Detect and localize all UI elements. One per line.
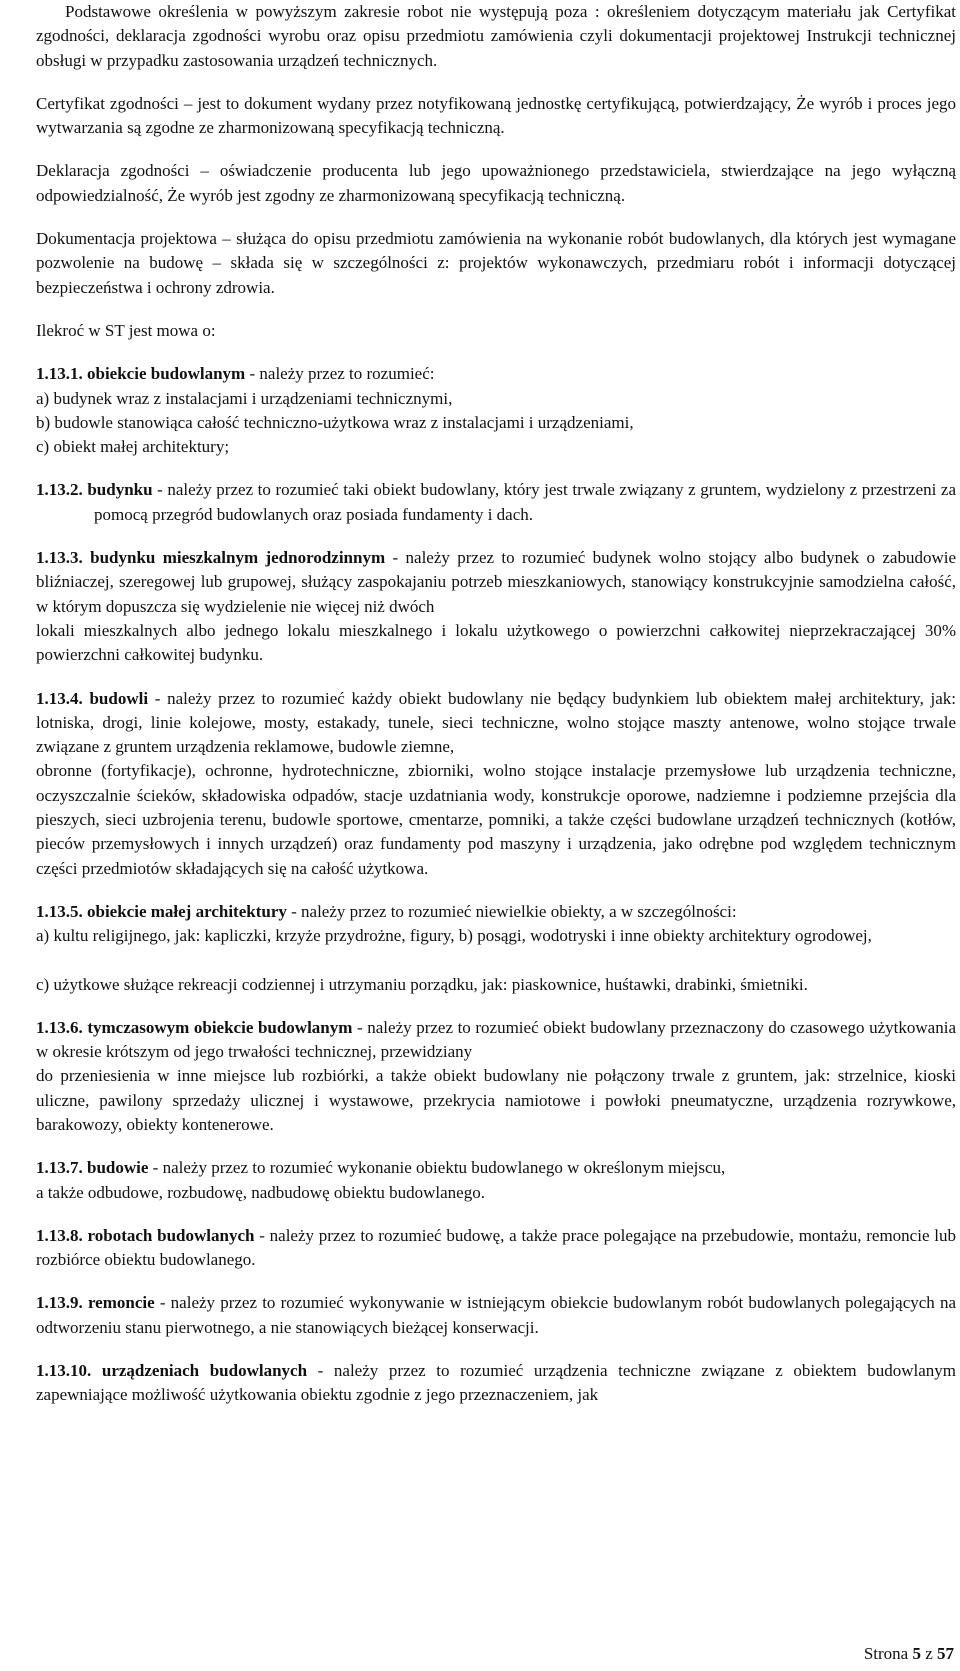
- page-total: 57: [937, 1644, 954, 1663]
- definition-text: - należy przez to rozumieć:: [249, 364, 435, 384]
- page-label: Strona: [863, 1644, 909, 1663]
- definition-text: - należy przez to rozumieć wykonywanie w istniejącym obiekcie budowlanym robót budowlanych polegających na odtworzeniu stanu pierwotnego, a nie stanowiących bieżącej konserwacji.: [36, 1293, 957, 1337]
- definition-term: budynku: [87, 480, 153, 500]
- definition-number: 1.13.9.: [36, 1293, 83, 1313]
- definition-term: remoncie: [87, 1293, 155, 1313]
- definition-number: 1.13.8.: [36, 1225, 83, 1245]
- definition-item-c: c) użytkowe służące rekreacji codziennej i utrzymaniu porządku, jak: piaskownice, huśtawki, drabinki, śmietniki.: [36, 974, 808, 994]
- page-separator: z: [925, 1644, 933, 1663]
- page-number-footer: [864, 1642, 954, 1666]
- definition-item-a: a) budynek wraz z instalacjami i urządzeniami technicznymi,: [36, 388, 453, 408]
- definition-text-continued: lokali mieszkalnych albo jednego lokalu mieszkalnego i lokalu użytkowego o powierzchni całkowitej nieprzekraczającej 30% powierzchni całkowitej budynku.: [36, 620, 956, 665]
- document-page: [36, 0, 956, 1427]
- intro-paragraph-1: Podstawowe określenia w powyższym zakresie robot nie występują poza : określeniem dotyczącym materiału jak Certyfikat zgodności, deklaracja zgodności wyrobu oraz opisu przedmiotu zamówienia czyli dokumentacji projektowej Instrukcji technicznej obsługi w przypadku zastosowania urządzeń technicznych.: [36, 2, 956, 70]
- definition-number: 1.13.1.: [36, 364, 83, 384]
- definition-1-13-4: [36, 687, 956, 881]
- definition-number: 1.13.2.: [36, 480, 83, 500]
- definition-1-13-7: [36, 1156, 956, 1205]
- definition-term: obiekcie budowlanym: [87, 364, 246, 384]
- definition-text: - należy przez to rozumieć urządzenia techniczne związane z obiektem budowlanym zapewniające możliwość użytkowania obiektu zgodnie z jego przeznaczeniem, jak: [36, 1361, 957, 1405]
- definition-1-13-10: [36, 1359, 956, 1408]
- definition-term: tymczasowym obiekcie budowlanym: [87, 1017, 353, 1037]
- intro-paragraph-certyfikat: Certyfikat zgodności – jest to dokument wydany przez notyfikowaną jednostkę certyfikującą, potwierdzający, Że wyrób i proces jego wytwarzania są zgodne ze zharmonizowaną specyfikacją techniczną.: [36, 93, 956, 138]
- definition-term: budowie: [87, 1158, 149, 1178]
- definition-item-b: b) budowle stanowiąca całość techniczno-użytkowa wraz z instalacjami i urządzeniami,: [36, 412, 634, 432]
- blank-line: [36, 949, 956, 973]
- definition-1-13-6: [36, 1016, 956, 1137]
- definition-term: robotach budowlanych: [87, 1225, 255, 1245]
- definition-1-13-9: [36, 1291, 956, 1340]
- intro-paragraph-ilekroc: Ilekroć w ST jest mowa o:: [36, 320, 216, 340]
- definition-number: 1.13.4.: [36, 688, 83, 708]
- definition-number: 1.13.3.: [36, 548, 83, 568]
- definition-text-continued: do przeniesienia w inne miejsce lub rozbiórki, a także obiekt budowlany nie połączony trwale z gruntem, jak: strzelnice, kioski uliczne, pawilony sprzedaży ulicznej i wystawowe, przekrycia namiotowe i powłoki pneumatyczne, urządzenia rozrywkowe, barakowozy, obiekty kontenerowe.: [36, 1066, 956, 1134]
- definition-number: 1.13.7.: [36, 1158, 83, 1178]
- intro-paragraph-deklaracja: Deklaracja zgodności – oświadczenie producenta lub jego upoważnionego przedstawiciela, stwierdzające na jego wyłączną odpowiedzialność, Że wyrób jest zgodny ze zharmonizowaną specyfikacją techniczną.: [36, 161, 956, 205]
- definition-1-13-3: [36, 546, 956, 667]
- definition-text: - należy przez to rozumieć każdy obiekt budowlany nie będący budynkiem lub obiektem małej architektury, jak: lotniska, drogi, linie kolejowe, mosty, estakady, tunele, sieci techniczne, wolno stojące maszty antenowe, wolno stojące trwale związane z gruntem urządzenia reklamowe, budowle ziemne,: [36, 688, 957, 757]
- definition-number: 1.13.5.: [36, 901, 83, 921]
- definition-text: - należy przez to rozumieć niewielkie obiekty, a w szczególności:: [291, 901, 737, 921]
- definition-text: - należy przez to rozumieć taki obiekt budowlany, który jest trwale związany z gruntem, wydzielony z przestrzeni za pomocą przegród budowlanych oraz posiada fundamenty i dach.: [94, 480, 956, 524]
- definition-text: - należy przez to rozumieć wykonanie obiektu budowlanego w określonym miejscu,: [152, 1158, 726, 1178]
- definition-1-13-2: [36, 478, 956, 527]
- definition-1-13-8: [36, 1224, 956, 1273]
- definition-term: urządzeniach budowlanych: [101, 1361, 308, 1381]
- definition-text-continued: obronne (fortyfikacje), ochronne, hydrotechniczne, zbiorniki, wolno stojące instalacje przemysłowe lub urządzenia techniczne, oczyszczalnie ścieków, składowiska odpadów, stacje uzdatniania wody, konstrukcje oporowe, nadziemne i podziemne przejścia dla pieszych, sieci uzbrojenia terenu, budowle sportowe, cmentarze, pomniki, a także części budowlane urządzeń technicznych (kotłów, pieców przemysłowych i innych urządzeń) oraz fundamenty pod maszyny i urządzenia, jako odrębne pod względem technicznym części przedmiotów składających się na całość użytkowa.: [36, 761, 956, 878]
- definition-text: - należy przez to rozumieć budynek wolno stojący albo budynek o zabudowie bliźniaczej, szeregowej lub grupowej, służący zaspokajaniu potrzeb mieszkaniowych, stanowiący konstrukcyjnie samodzielna całość, w którym dopuszcza się wydzielenie nie więcej niż dwóch: [36, 548, 957, 616]
- definition-number: 1.13.6.: [36, 1017, 83, 1037]
- definition-term: budowli: [89, 688, 149, 708]
- definition-1-13-1: [36, 362, 956, 459]
- definition-term: obiekcie małej architektury: [87, 901, 287, 921]
- definition-text: - należy przez to rozumieć budowę, a także prace polegające na przebudowie, montażu, remoncie lub rozbiórce obiektu budowlanego.: [36, 1225, 956, 1270]
- definition-text-continued: a także odbudowe, rozbudowę, nadbudowę obiektu budowlanego.: [36, 1182, 485, 1202]
- definition-number: 1.13.10.: [36, 1361, 92, 1381]
- definition-text: - należy przez to rozumieć obiekt budowlany przeznaczony do czasowego użytkowania w okresie krótszym od jego trwałości technicznej, przewidziany: [36, 1017, 956, 1062]
- definition-item-a-b: a) kultu religijnego, jak: kapliczki, krzyże przydrożne, figury, b) posągi, wodotryski i inne obiekty architektury ogrodowej,: [36, 926, 872, 946]
- page-current: 5: [912, 1644, 921, 1663]
- definition-item-c: c) obiekt małej architektury;: [36, 437, 230, 457]
- definition-1-13-5: [36, 900, 956, 997]
- intro-paragraph-dokumentacja: Dokumentacja projektowa – służąca do opisu przedmiotu zamówienia na wykonanie robót budowlanych, dla których jest wymagane pozwolenie na budowę – składa się w szczególności z: projektów wykonawczych, przedmiaru robót i informacji dotyczącej bezpieczeństwa i ochrony zdrowia.: [36, 229, 956, 297]
- definition-term: budynku mieszkalnym jednorodzinnym: [90, 548, 386, 568]
